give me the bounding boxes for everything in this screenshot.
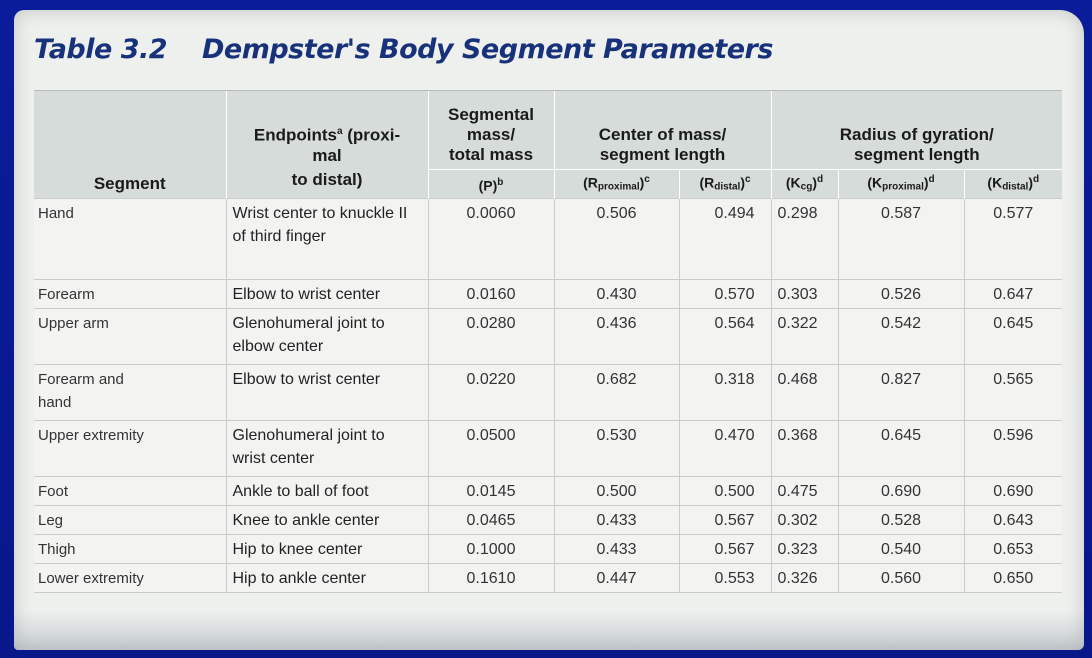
cell-r-proximal: 0.433 bbox=[554, 506, 679, 535]
cell-endpoints: Glenohumeral joint to elbow center bbox=[226, 309, 428, 365]
header-mass-line3: total mass bbox=[448, 145, 534, 165]
table-title bbox=[34, 34, 773, 65]
header-endpoints-rest-1: (proxi- bbox=[342, 125, 401, 145]
table-title-text: Dempster's Body Segment Parameters bbox=[202, 34, 773, 65]
header-k-distal-close: ) bbox=[1028, 175, 1033, 191]
cell-k-cg: 0.322 bbox=[771, 309, 838, 365]
cell-p: 0.0060 bbox=[428, 199, 554, 280]
cell-k-cg: 0.475 bbox=[771, 477, 838, 506]
header-rog-line2: segment length bbox=[853, 145, 980, 165]
header-com-line1: Center of mass/ bbox=[598, 125, 727, 145]
table-row bbox=[34, 506, 1062, 535]
header-k-distal bbox=[964, 170, 1062, 199]
header-endpoints-rest-2: mal bbox=[312, 145, 342, 165]
header-endpoints-word: Endpoints bbox=[253, 125, 337, 145]
cell-k-proximal: 0.528 bbox=[838, 506, 964, 535]
table-row bbox=[34, 365, 1062, 421]
header-segment: Segment bbox=[34, 91, 226, 199]
cell-k-proximal: 0.645 bbox=[838, 421, 964, 477]
header-r-proximal-sup: c bbox=[644, 174, 650, 186]
header-endpoints-rest-3: to distal) bbox=[226, 170, 428, 199]
header-k-proximal-sub: proximal bbox=[882, 182, 924, 193]
header-r-distal-sup: c bbox=[745, 174, 751, 186]
cell-segment: Lower extremity bbox=[34, 564, 226, 593]
cell-r-distal: 0.318 bbox=[679, 365, 771, 421]
cell-k-proximal: 0.560 bbox=[838, 564, 964, 593]
table-row bbox=[34, 280, 1062, 309]
cell-p: 0.1000 bbox=[428, 535, 554, 564]
cell-k-cg: 0.323 bbox=[771, 535, 838, 564]
cell-segment: Upper arm bbox=[34, 309, 226, 365]
cell-k-distal: 0.565 bbox=[964, 365, 1062, 421]
header-r-distal-open: (R bbox=[699, 175, 715, 191]
header-k-cg-sup: d bbox=[817, 174, 824, 186]
header-r-distal-sub: distal bbox=[714, 182, 741, 193]
cell-r-distal: 0.570 bbox=[679, 280, 771, 309]
header-k-distal-sup: d bbox=[1033, 174, 1040, 186]
cell-r-proximal: 0.506 bbox=[554, 199, 679, 280]
header-mass-line2: mass/ bbox=[466, 125, 516, 145]
cell-k-proximal: 0.827 bbox=[838, 365, 964, 421]
header-r-distal bbox=[679, 170, 771, 199]
cell-r-proximal: 0.530 bbox=[554, 421, 679, 477]
cell-p: 0.0220 bbox=[428, 365, 554, 421]
cell-endpoints: Knee to ankle center bbox=[226, 506, 428, 535]
cell-k-cg: 0.368 bbox=[771, 421, 838, 477]
cell-k-distal: 0.596 bbox=[964, 421, 1062, 477]
header-p-sup: b bbox=[497, 176, 504, 188]
header-k-distal-open: (K bbox=[987, 175, 1003, 191]
header-k-proximal-close: ) bbox=[923, 175, 929, 191]
cell-k-cg: 0.326 bbox=[771, 564, 838, 593]
table-row bbox=[34, 564, 1062, 593]
cell-r-distal: 0.567 bbox=[679, 535, 771, 564]
header-row-main bbox=[34, 91, 1062, 170]
book-page bbox=[14, 10, 1084, 650]
cell-r-proximal: 0.436 bbox=[554, 309, 679, 365]
header-k-proximal-sup: d bbox=[928, 174, 935, 186]
header-k-cg bbox=[771, 170, 838, 199]
cell-r-proximal: 0.447 bbox=[554, 564, 679, 593]
cell-r-distal: 0.494 bbox=[679, 199, 771, 280]
cell-p: 0.0500 bbox=[428, 421, 554, 477]
header-r-proximal-sub: proximal bbox=[597, 182, 640, 193]
cell-k-proximal: 0.540 bbox=[838, 535, 964, 564]
cell-segment: Forearm bbox=[34, 280, 226, 309]
table-row bbox=[34, 199, 1062, 280]
header-k-cg-sub: cg bbox=[800, 182, 813, 193]
header-rog-line1: Radius of gyration/ bbox=[839, 125, 994, 145]
cell-endpoints: Hip to knee center bbox=[226, 535, 428, 564]
cell-segment: Hand bbox=[34, 199, 226, 280]
cell-endpoints: Wrist center to knuckle II of third finger bbox=[226, 199, 428, 280]
cell-k-distal: 0.650 bbox=[964, 564, 1062, 593]
cell-r-distal: 0.500 bbox=[679, 477, 771, 506]
header-mass-line1: Segmental bbox=[448, 105, 534, 125]
cell-k-distal: 0.577 bbox=[964, 199, 1062, 280]
cell-k-cg: 0.298 bbox=[771, 199, 838, 280]
table-row bbox=[34, 535, 1062, 564]
header-p bbox=[428, 170, 554, 199]
table-row bbox=[34, 421, 1062, 477]
header-r-proximal-open: (R bbox=[583, 175, 598, 191]
cell-k-distal: 0.690 bbox=[964, 477, 1062, 506]
header-k-distal-sub: distal bbox=[1002, 182, 1029, 193]
cell-endpoints: Ankle to ball of foot bbox=[226, 477, 428, 506]
cell-segment-text: Forearm and hand bbox=[38, 371, 124, 411]
header-r-proximal-close: ) bbox=[639, 175, 645, 191]
cell-p: 0.0160 bbox=[428, 280, 554, 309]
header-k-cg-close: ) bbox=[812, 175, 818, 191]
cell-r-distal: 0.567 bbox=[679, 506, 771, 535]
cell-r-proximal: 0.430 bbox=[554, 280, 679, 309]
cell-segment bbox=[34, 365, 226, 421]
header-k-proximal bbox=[838, 170, 964, 199]
cell-k-cg: 0.302 bbox=[771, 506, 838, 535]
cell-r-distal: 0.470 bbox=[679, 421, 771, 477]
segment-parameters-table-wrap bbox=[34, 90, 1062, 593]
cell-segment: Foot bbox=[34, 477, 226, 506]
cell-r-distal: 0.564 bbox=[679, 309, 771, 365]
segment-parameters-table bbox=[34, 91, 1062, 593]
header-k-cg-open: (K bbox=[785, 175, 801, 191]
cell-k-proximal: 0.587 bbox=[838, 199, 964, 280]
header-radius-of-gyration bbox=[771, 91, 1062, 170]
cell-k-cg: 0.303 bbox=[771, 280, 838, 309]
cell-k-proximal: 0.526 bbox=[838, 280, 964, 309]
cell-k-proximal: 0.542 bbox=[838, 309, 964, 365]
table-row bbox=[34, 477, 1062, 506]
cell-p: 0.0465 bbox=[428, 506, 554, 535]
cell-k-distal: 0.643 bbox=[964, 506, 1062, 535]
cell-r-distal: 0.553 bbox=[679, 564, 771, 593]
cell-k-proximal: 0.690 bbox=[838, 477, 964, 506]
header-mass bbox=[428, 91, 554, 170]
header-r-proximal bbox=[554, 170, 679, 199]
cell-k-distal: 0.647 bbox=[964, 280, 1062, 309]
cell-endpoints: Elbow to wrist center bbox=[226, 280, 428, 309]
cell-r-proximal: 0.682 bbox=[554, 365, 679, 421]
cell-r-proximal: 0.500 bbox=[554, 477, 679, 506]
page-bottom-shadow bbox=[14, 610, 1084, 650]
cell-p: 0.0280 bbox=[428, 309, 554, 365]
cell-k-distal: 0.645 bbox=[964, 309, 1062, 365]
header-k-proximal-open: (K bbox=[867, 175, 883, 191]
header-endpoints bbox=[226, 91, 428, 170]
cell-segment: Thigh bbox=[34, 535, 226, 564]
header-r-distal-close: ) bbox=[740, 175, 746, 191]
cell-r-proximal: 0.433 bbox=[554, 535, 679, 564]
table-number: Table 3.2 bbox=[34, 34, 168, 65]
cell-k-distal: 0.653 bbox=[964, 535, 1062, 564]
table-row bbox=[34, 309, 1062, 365]
cell-p: 0.0145 bbox=[428, 477, 554, 506]
cell-segment: Leg bbox=[34, 506, 226, 535]
cell-endpoints: Glenohumeral joint to wrist center bbox=[226, 421, 428, 477]
cell-segment: Upper extremity bbox=[34, 421, 226, 477]
header-center-of-mass bbox=[554, 91, 771, 170]
cell-endpoints: Elbow to wrist center bbox=[226, 365, 428, 421]
cell-endpoints: Hip to ankle center bbox=[226, 564, 428, 593]
header-endpoints-sup: a bbox=[336, 126, 343, 138]
cell-p: 0.1610 bbox=[428, 564, 554, 593]
cell-k-cg: 0.468 bbox=[771, 365, 838, 421]
header-p-label: (P) bbox=[478, 177, 498, 194]
header-com-line2: segment length bbox=[599, 145, 726, 165]
